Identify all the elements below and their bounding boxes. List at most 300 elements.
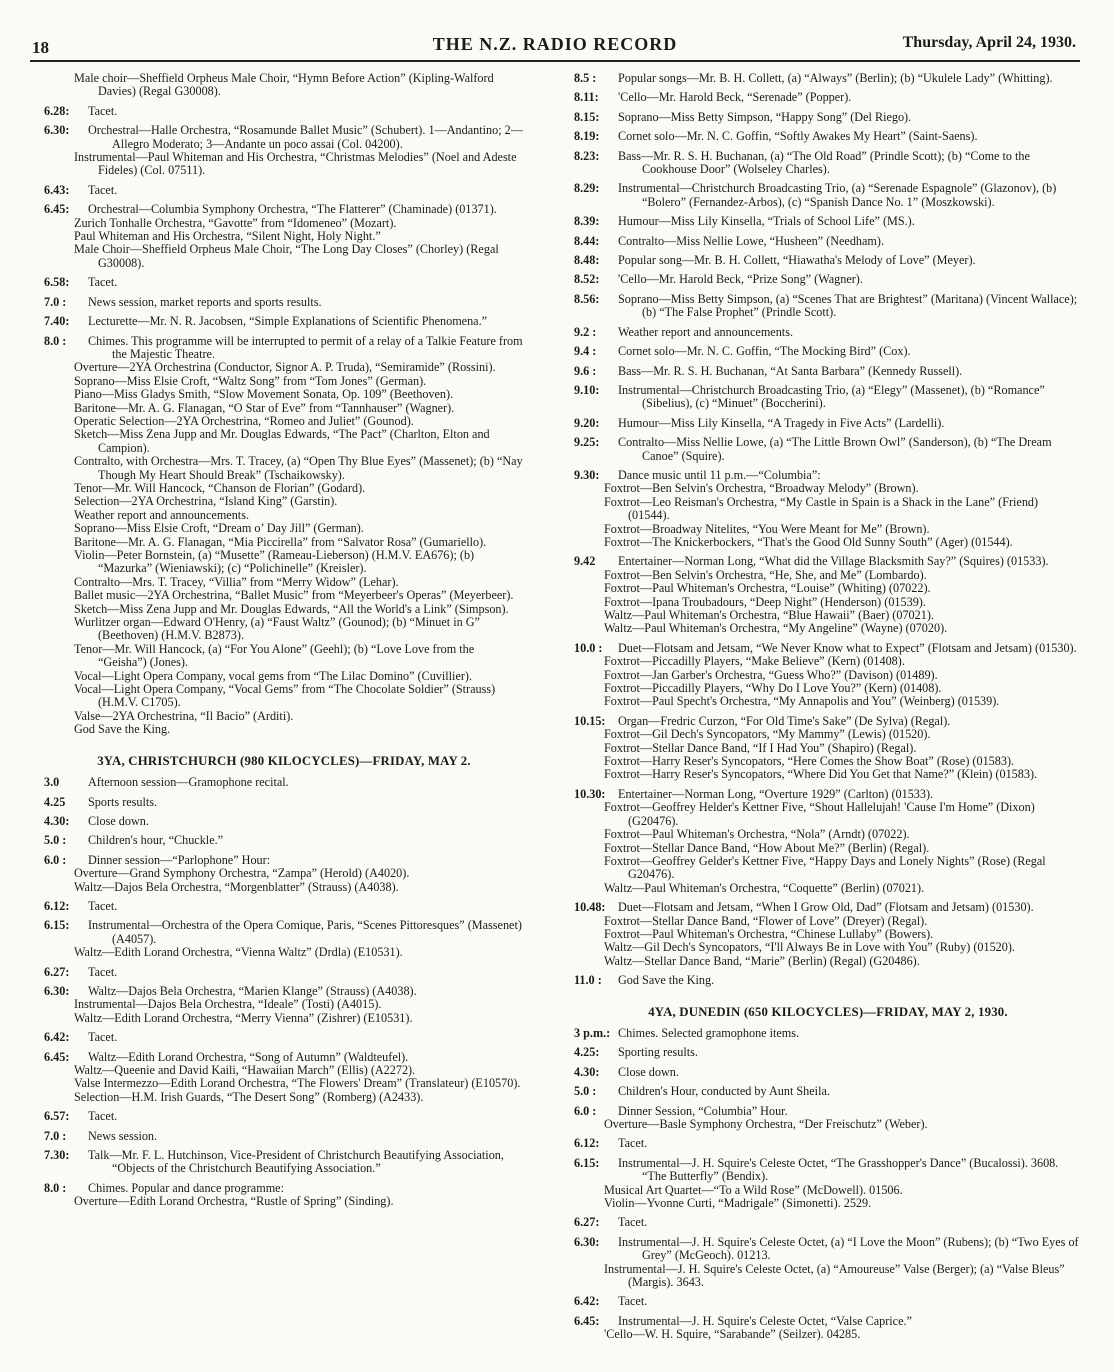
entry-text: Tacet. — [88, 898, 118, 913]
entry-text: Foxtrot—Gil Dech's Syncopators, “My Mammy” (Lewis) (01520). — [604, 727, 931, 742]
entry-text: Weather report and announcements. — [74, 507, 249, 522]
programme-entry — [574, 768, 1082, 781]
programme-entry — [574, 974, 1082, 987]
entry-text: Foxtrot—Paul Specht's Orchestra, “My Annapolis and You” (Weinberg) (01539). — [604, 694, 1000, 709]
entry-time: 8.29: — [574, 181, 600, 196]
programme-entry — [574, 842, 1082, 855]
programme-entry — [574, 801, 1082, 828]
programme-entry — [44, 946, 524, 959]
programme-entry — [574, 215, 1082, 228]
section-heading-3ya: 3YA, CHRISTCHURCH (980 KILOCYCLES)—FRIDAY, MAY 2. — [97, 753, 471, 768]
entry-text: Talk—Mr. F. L. Hutchinson, Vice-President of Christchurch Beautifying Association, “Objects of the Christchurch Beautifying Association.” — [88, 1148, 504, 1176]
entry-time: 6.0 : — [574, 1103, 597, 1118]
entry-text: Foxtrot—Geoffrey Helder's Kettner Five, “Shout Hallelujah! 'Cause I'm Home” (Dixon) (G20476). — [604, 800, 1035, 828]
entry-text: Waltz—Gil Dech's Syncopators, “I'll Always Be in Love with You” (Ruby) (01520). — [604, 940, 1015, 955]
entry-text: Zurich Tonhalle Orchestra, “Gavotte” from “Idomeneo” (Mozart). — [74, 215, 397, 230]
programme-entry — [574, 941, 1082, 954]
programme-entry — [574, 130, 1082, 143]
programme-entry — [44, 151, 524, 178]
programme-entry — [44, 776, 524, 789]
entry-text: 'Cello—Mr. Harold Beck, “Serenade” (Popper). — [618, 90, 852, 105]
entry-time: 8.44: — [574, 233, 600, 248]
programme-entry — [44, 230, 524, 243]
entry-text: Humour—Miss Lily Kinsella, “Trials of School Life” (MS.). — [618, 214, 915, 229]
entry-text: Dinner Session, “Columbia” Hour. — [618, 1103, 788, 1118]
entry-time: 4.30: — [44, 813, 70, 828]
entry-text: Orchestral—Columbia Symphony Orchestra, “The Flatterer” (Chaminade) (01371). — [88, 202, 497, 217]
entry-text: Waltz—Dajos Bela Orchestra, “Morgenblatter” (Strauss) (A4038). — [74, 879, 399, 894]
entry-time: 5.0 : — [44, 833, 67, 848]
programme-entry — [574, 882, 1082, 895]
programme-entry — [574, 788, 1082, 801]
entry-text: 'Cello—W. H. Squire, “Sarabande” (Seilzer). 04285. — [604, 1327, 861, 1342]
entry-time: 8.52: — [574, 272, 600, 287]
entry-time: 9.20: — [574, 415, 600, 430]
entry-text: Soprano—Miss Betty Simpson, “Happy Song” (Del Riego). — [618, 109, 912, 124]
entry-time: 7.40: — [44, 314, 70, 329]
programme-entry — [574, 1216, 1082, 1229]
programme-entry — [574, 955, 1082, 968]
entry-text: Selection—2YA Orchestrina, “Island King” (Garstin). — [74, 494, 338, 509]
entry-text: Instrumental—J. H. Squire's Celeste Octet, “The Grasshopper's Dance” (Bucalossi). 3608. “The Butterfly” (Bendix). — [618, 1155, 1059, 1184]
programme-entry — [44, 589, 524, 602]
entry-text: Instrumental—Paul Whiteman and His Orchestra, “Christmas Melodies” (Noel and Adeste Fideles) (Col. 07511). — [74, 150, 517, 178]
entry-time: 9.2 : — [574, 324, 597, 339]
programme-entry — [574, 596, 1082, 609]
entry-text: Duet—Flotsam and Jetsam, “We Never Know what to Expect” (Flotsam and Jetsam) (01530). — [618, 640, 1077, 655]
entry-text: Weather report and announcements. — [618, 324, 793, 339]
entry-time: 6.42: — [574, 1294, 600, 1309]
page-number: 18 — [32, 38, 49, 57]
right-column — [574, 72, 1082, 1362]
3ya-programme-list — [44, 776, 524, 1209]
programme-entry — [574, 609, 1082, 622]
entry-text: Overture—Basle Symphony Orchestra, “Der Freischutz” (Weber). — [604, 1117, 928, 1131]
entry-text: Contralto—Mrs. T. Tracey, “Villia” from “Merry Widow” (Lehar). — [74, 574, 399, 589]
programme-entry — [44, 1012, 524, 1025]
entry-text: Sporting results. — [618, 1045, 698, 1060]
entry-text: Soprano—Miss Elsie Croft, “Waltz Song” from “Tom Jones” (German). — [74, 373, 427, 388]
entry-time: 6.45: — [574, 1313, 600, 1328]
entry-text: Foxtrot—Ipana Troubadours, “Deep Night” (Henderson) (01539). — [604, 594, 926, 609]
entry-text: Overture—2YA Orchestrina (Conductor, Signor A. P. Truda), “Semiramide” (Rossini). — [74, 360, 496, 375]
entry-text: 'Cello—Mr. Harold Beck, “Prize Song” (Wagner). — [618, 272, 863, 287]
entry-text: Afternoon session—Gramophone recital. — [88, 775, 289, 790]
programme-entry — [44, 415, 524, 428]
entry-time: 6.0 : — [44, 852, 67, 867]
entry-text: Piano—Miss Gladys Smith, “Slow Movement Sonata, Op. 109” (Beethoven). — [74, 387, 454, 402]
programme-entry — [44, 1051, 524, 1064]
entry-time: 6.12: — [44, 898, 70, 913]
programme-entry — [44, 576, 524, 589]
entry-text: Soprano—Miss Betty Simpson, (a) “Scenes That are Brightest” (Maritana) (Vincent Wallace); (b) “The False Prophet” (Prindle Scott). — [618, 291, 1078, 320]
programme-entry — [44, 509, 524, 522]
entry-text: Baritone—Mr. A. G. Flanagan, “Mia Piccirella” from “Salvator Rosa” (Gumariello). — [74, 534, 487, 549]
entry-time: 6.58: — [44, 275, 70, 290]
entry-text: Valse Intermezzo—Edith Lorand Orchestra, “The Flowers' Dream” (Translateur) (E10570). — [74, 1076, 521, 1091]
programme-entry — [574, 682, 1082, 695]
entry-text: Soprano—Miss Elsie Croft, “Dream o’ Day Jill” (German). — [74, 521, 364, 536]
entry-text: Foxtrot—Stellar Dance Band, “Flower of Love” (Dreyer) (Regal). — [604, 913, 928, 928]
entry-text: Foxtrot—Leo Reisman's Orchestra, “My Castle in Spain is a Shack in the Lane” (Friend) (01544). — [604, 494, 1039, 523]
programme-entry — [44, 881, 524, 894]
entry-text: Duet—Flotsam and Jetsam, “When I Grow Old, Dad” (Flotsam and Jetsam) (01530). — [618, 900, 1034, 915]
programme-entry — [574, 523, 1082, 536]
programme-entry — [574, 1295, 1082, 1308]
entry-text: Chimes. This programme will be interrupted to permit of a relay of a Talkie Feature from the Majestic Theatre. — [88, 333, 523, 361]
programme-entry — [574, 915, 1082, 928]
programme-entry — [44, 536, 524, 549]
programme-entry — [44, 428, 524, 455]
entry-text: Instrumental—Christchurch Broadcasting Trio, (a) “Elegy” (Massenet), (b) “Romance” (Sibelius), (c) “Minuet” (Boccherini). — [618, 382, 1045, 411]
entry-time: 7.0 : — [44, 294, 67, 309]
entry-text: News session, market reports and sports results. — [88, 294, 322, 309]
programme-entry — [44, 217, 524, 230]
programme-entry — [44, 683, 524, 710]
entry-text: Foxtrot—Paul Whiteman's Orchestra, “Nola” (Arndt) (07022). — [604, 827, 910, 842]
entry-time: 6.45: — [44, 1049, 70, 1064]
programme-entry — [44, 361, 524, 374]
entry-text: Foxtrot—Harry Reser's Syncopators, “Where Did You Get that Name?” (Klein) (01583). — [604, 767, 1038, 782]
programme-entry — [574, 417, 1082, 430]
entry-text: Foxtrot—Ben Selvin's Orchestra, “Broadway Melody” (Brown). — [604, 481, 919, 496]
programme-entry — [574, 536, 1082, 549]
programme-entry — [44, 723, 524, 736]
programme-entry — [44, 815, 524, 828]
entry-text: Valse—2YA Orchestrina, “Il Bacio” (Arditi). — [74, 708, 294, 723]
entry-time: 8.56: — [574, 291, 600, 306]
entry-text: Male Choir—Sheffield Orpheus Male Choir, “The Long Day Closes” (Chorley) (Regal G30008). — [74, 242, 499, 270]
left-programme-list — [44, 72, 524, 737]
entry-time: 6.30: — [44, 983, 70, 998]
entry-text: Tenor—Mr. Will Hancock, “Chanson de Florian” (Godard). — [74, 480, 366, 495]
entry-time: 6.27: — [574, 1215, 600, 1230]
entry-text: Selection—H.M. Irish Guards, “The Desert Song” (Romberg) (A2433). — [74, 1089, 424, 1104]
programme-entry — [44, 105, 524, 118]
entry-text: Cornet solo—Mr. N. C. Goffin, “The Mocking Bird” (Cox). — [618, 344, 911, 359]
entry-text: Tacet. — [88, 275, 118, 290]
entry-text: Foxtrot—Jan Garber's Orchestra, “Guess Who?” (Davison) (01489). — [604, 667, 938, 682]
programme-entry — [574, 384, 1082, 411]
entry-text: Tacet. — [88, 1030, 118, 1045]
programme-entry — [574, 828, 1082, 841]
programme-entry — [574, 1157, 1082, 1184]
entry-text: Bass—Mr. R. S. H. Buchanan, “At Santa Barbara” (Kennedy Russell). — [618, 363, 963, 378]
programme-entry — [574, 235, 1082, 248]
entry-text: Tacet. — [618, 1215, 648, 1230]
entry-time: 6.12: — [574, 1136, 600, 1151]
programme-entry — [574, 482, 1082, 495]
entry-time: 9.4 : — [574, 344, 597, 359]
entry-text: Tacet. — [88, 182, 118, 197]
programme-entry — [574, 715, 1082, 728]
programme-entry — [44, 670, 524, 683]
entry-time: 8.0 : — [44, 333, 67, 348]
entry-time: 6.57: — [44, 1109, 70, 1124]
programme-entry — [574, 1315, 1082, 1328]
entry-text: Dinner session—“Parlophone” Hour: — [88, 852, 271, 867]
entry-time: 8.23: — [574, 148, 600, 163]
entry-text: Paul Whiteman and His Orchestra, “Silent Night, Holy Night.” — [74, 229, 381, 244]
entry-text: Sketch—Miss Zena Jupp and Mr. Douglas Edwards, “All the World's a Link” (Simpson). — [74, 601, 509, 616]
entry-text: Chimes. Selected gramophone items. — [618, 1025, 800, 1040]
programme-entry — [44, 335, 524, 362]
entry-text: Foxtrot—Stellar Dance Band, “If I Had You” (Shapiro) (Regal). — [604, 740, 917, 755]
programme-entry — [574, 1263, 1082, 1290]
entry-text: Chimes. Popular and dance programme: — [88, 1180, 284, 1195]
programme-entry — [574, 1085, 1082, 1098]
programme-entry — [574, 273, 1082, 286]
entry-time: 4.30: — [574, 1064, 600, 1079]
entry-time: 5.0 : — [574, 1084, 597, 1099]
programme-entry — [574, 901, 1082, 914]
programme-entry — [44, 919, 524, 946]
entry-text: Entertainer—Norman Long, “What did the Village Blacksmith Say?” (Squires) (01533). — [618, 554, 1049, 569]
entry-text: Instrumental—Dajos Bela Orchestra, “Ideale” (Tosti) (A4015). — [74, 997, 382, 1012]
entry-time: 6.42: — [44, 1030, 70, 1045]
4ya-programme-list — [574, 1027, 1082, 1342]
entry-text: Waltz—Queenie and David Kaili, “Hawaiian March” (Ellis) (A2272). — [74, 1063, 416, 1077]
entry-text: Vocal—Light Opera Company, vocal gems from “The Lilac Domino” (Cuvillier). — [74, 668, 473, 683]
entry-text: Children's hour, “Chuckle.” — [88, 833, 224, 848]
programme-entry — [574, 1236, 1082, 1263]
programme-entry — [574, 469, 1082, 482]
entry-text: Instrumental—Christchurch Broadcasting Trio, (a) “Serenade Espagnole” (Glazonov), (b) “Bolero” (Fernandez-Arbos), (c) “Spanish Dance No. 1” (Moszkowski). — [618, 181, 1057, 209]
entry-text: God Save the King. — [618, 973, 715, 988]
programme-entry — [44, 867, 524, 880]
entry-time: 6.45: — [44, 202, 70, 217]
entry-text: Waltz—Edith Lorand Orchestra, “Merry Vienna” (Zishrer) (E10531). — [74, 1010, 413, 1025]
programme-entry — [44, 900, 524, 913]
entry-text: News session. — [88, 1128, 158, 1143]
entry-text: Violin—Yvonne Curti, “Madrigale” (Simonetti). 2529. — [604, 1196, 872, 1211]
entry-text: Instrumental—J. H. Squire's Celeste Octet, “Valse Caprice.” — [618, 1313, 912, 1328]
entry-time: 6.30: — [574, 1234, 600, 1249]
entry-text: Waltz—Paul Whiteman's Orchestra, “My Angeline” (Wayne) (07020). — [604, 621, 948, 636]
page-header — [30, 32, 1080, 62]
programme-entry — [44, 966, 524, 979]
entry-time: 8.48: — [574, 253, 600, 268]
entry-text: Operatic Selection—2YA Orchestrina, “Romeo and Juliet” (Gounod). — [74, 413, 414, 428]
entry-text: Waltz—Dajos Bela Orchestra, “Marien Klange” (Strauss) (A4038). — [88, 983, 417, 998]
programme-entry — [44, 710, 524, 723]
programme-entry — [44, 1091, 524, 1104]
entry-text: Foxtrot—Broadway Nitelites, “You Were Meant for Me” (Brown). — [604, 521, 930, 536]
programme-entry — [574, 555, 1082, 568]
entry-time: 7.30: — [44, 1148, 70, 1163]
entry-text: Instrumental—Orchestra of the Opera Comique, Paris, “Scenes Pittoresques” (Massenet) (A4057). — [88, 918, 522, 946]
entry-text: Male choir—Sheffield Orpheus Male Choir, “Hymn Before Action” (Kipling-Walford Davies) (Regal G30008). — [74, 72, 494, 99]
entry-time: 9.25: — [574, 435, 600, 450]
entry-time: 8.39: — [574, 214, 600, 229]
entry-text: Instrumental—J. H. Squire's Celeste Octet, (a) “I Love the Moon” (Rubens); (b) “Two Eyes of Grey” (McGeoch). 01213. — [618, 1234, 1079, 1263]
programme-entry — [574, 326, 1082, 339]
entry-time: 10.30: — [574, 786, 606, 801]
programme-entry — [44, 388, 524, 401]
entry-text: Foxtrot—Harry Reser's Syncopators, “Here Comes the Show Boat” (Rose) (01583). — [604, 754, 1015, 769]
entry-text: Orchestral—Halle Orchestra, “Rosamunde Ballet Music” (Schubert). 1—Andantino; 2—Allegro Moderato; 3—Andante un poco assai (Col. 04200). — [88, 123, 523, 151]
entry-text: Popular songs—Mr. B. H. Collett, (a) “Always” (Berlin); (b) “Ukulele Lady” (Whitting). — [618, 72, 1053, 85]
programme-entry — [44, 482, 524, 495]
programme-entry — [574, 569, 1082, 582]
entry-text: Overture—Grand Symphony Orchestra, “Zampa” (Herold) (A4020). — [74, 866, 410, 881]
entry-text: Musical Art Quartet—“To a Wild Rose” (McDowell). 01506. — [604, 1182, 903, 1197]
entry-text: Foxtrot—Paul Whiteman's Orchestra, “Louise” (Whiting) (07022). — [604, 581, 931, 596]
entry-text: Close down. — [88, 813, 149, 828]
programme-entry — [44, 243, 524, 270]
programme-entry — [44, 375, 524, 388]
entry-time: 9.42 — [574, 554, 596, 569]
entry-text: Foxtrot—Geoffrey Gelder's Kettner Five, “Happy Days and Lonely Nights” (Rose) (Regal G20476). — [604, 853, 1046, 882]
right-programme-list — [574, 72, 1082, 988]
programme-entry — [574, 345, 1082, 358]
entry-text: Foxtrot—Piccadilly Players, “Make Believe” (Kern) (01408). — [604, 654, 905, 669]
programme-entry — [44, 276, 524, 289]
programme-entry — [574, 582, 1082, 595]
entry-text: Foxtrot—Stellar Dance Band, “How About Me?” (Berlin) (Regal). — [604, 840, 930, 855]
entry-time: 10.48: — [574, 900, 606, 915]
programme-entry — [574, 72, 1082, 85]
programme-entry — [44, 643, 524, 670]
entry-time: 9.30: — [574, 467, 600, 482]
entry-text: Tacet. — [618, 1136, 648, 1151]
programme-entry — [574, 1184, 1082, 1197]
entry-time: 6.27: — [44, 964, 70, 979]
programme-entry — [574, 622, 1082, 635]
entry-text: Bass—Mr. R. S. H. Buchanan, (a) “The Old Road” (Prindle Scott); (b) “Come to the Cookhouse Door” (Wolseley Charles). — [618, 148, 1030, 177]
entry-text: Wurlitzer organ—Edward O'Henry, (a) “Faust Waltz” (Gounod); (b) “Minuet in G” (Beethoven) (H.M.V. B2873). — [74, 615, 480, 643]
programme-entry — [44, 495, 524, 508]
programme-entry — [44, 603, 524, 616]
programme-entry — [574, 1027, 1082, 1040]
entry-text: Dance music until 11 p.m.—“Columbia”: — [618, 467, 821, 482]
programme-entry — [44, 522, 524, 535]
programme-entry — [44, 998, 524, 1011]
programme-entry — [44, 315, 524, 328]
entry-text: Sports results. — [88, 794, 158, 809]
entry-time: 8.11: — [574, 90, 599, 105]
programme-entry — [574, 669, 1082, 682]
programme-entry — [44, 1110, 524, 1123]
entry-text: Organ—Fredric Curzon, “For Old Time's Sake” (De Sylva) (Regal). — [618, 713, 951, 728]
programme-entry — [574, 1118, 1082, 1131]
entry-text: Waltz—Paul Whiteman's Orchestra, “Coquette” (Berlin) (07021). — [604, 880, 925, 895]
programme-entry — [574, 1105, 1082, 1118]
programme-entry — [574, 365, 1082, 378]
programme-entry — [574, 755, 1082, 768]
programme-entry — [44, 124, 524, 151]
entry-time: 8.15: — [574, 109, 600, 124]
entry-time: 9.10: — [574, 382, 600, 397]
programme-entry — [574, 293, 1082, 320]
programme-entry — [44, 296, 524, 309]
programme-entry — [44, 985, 524, 998]
entry-time: 6.43: — [44, 182, 70, 197]
programme-entry — [574, 855, 1082, 882]
programme-entry — [44, 455, 524, 482]
entry-text: Sketch—Miss Zena Jupp and Mr. Douglas Edwards, “The Pact” (Charlton, Elton and Campion). — [74, 427, 490, 455]
programme-entry — [574, 695, 1082, 708]
entry-text: Foxtrot—The Knickerbockers, “That's the Good Old Sunny South” (Ager) (01544). — [604, 534, 1013, 549]
entry-text: Overture—Edith Lorand Orchestra, “Rustle of Spring” (Sinding). — [74, 1194, 394, 1209]
programme-entry — [574, 150, 1082, 177]
programme-entry — [574, 254, 1082, 267]
left-column — [44, 72, 524, 1362]
entry-text: Tacet. — [618, 1294, 648, 1309]
programme-entry — [44, 616, 524, 643]
entry-time: 8.0 : — [44, 1180, 67, 1195]
entry-text: Contralto—Miss Nellie Lowe, (a) “The Little Brown Owl” (Sanderson), (b) “The Dream Canoe” (Squire). — [618, 435, 1052, 463]
programme-entry — [574, 1066, 1082, 1079]
programme-entry — [574, 928, 1082, 941]
programme-entry — [44, 72, 524, 99]
programme-entry — [44, 834, 524, 847]
programme-entry — [574, 642, 1082, 655]
programme-entry — [574, 1197, 1082, 1210]
entry-text: Vocal—Light Opera Company, “Vocal Gems” from “The Chocolate Soldier” (Strauss) (H.M.V. C1705). — [74, 682, 496, 710]
programme-entry — [44, 184, 524, 197]
entry-text: Tacet. — [88, 1109, 118, 1124]
entry-text: Waltz—Edith Lorand Orchestra, “Song of Autumn” (Waldteufel). — [88, 1049, 409, 1064]
section-heading-4ya: 4YA, DUNEDIN (650 KILOCYCLES)—FRIDAY, MAY 2, 1930. — [648, 1004, 1008, 1019]
entry-time: 10.15: — [574, 713, 606, 728]
entry-text: Cornet solo—Mr. N. C. Goffin, “Softly Awakes My Heart” (Saint-Saens). — [618, 129, 978, 144]
entry-text: Foxtrot—Paul Whiteman's Orchestra, “Chinese Lullaby” (Bowers). — [604, 926, 934, 941]
entry-text: Baritone—Mr. A. G. Flanagan, “O Star of Eve” from “Tannhauser” (Wagner). — [74, 400, 455, 415]
entry-text: Contralto, with Orchestra—Mrs. T. Tracey, (a) “Open Thy Blue Eyes” (Massenet); (b) “Nay Though My Heart Should Break” (Tschaikowsky). — [74, 454, 523, 482]
programme-entry — [574, 742, 1082, 755]
entry-text: Entertainer—Norman Long, “Overture 1929” (Carlton) (01533). — [618, 786, 934, 801]
programme-entry — [44, 203, 524, 216]
entry-text: Waltz—Paul Whiteman's Orchestra, “Blue Hawaii” (Baer) (07021). — [604, 608, 934, 622]
programme-entry — [574, 182, 1082, 209]
entry-text: Violin—Peter Bornstein, (a) “Musette” (Rameau-Lieberson) (H.M.V. EA676); (b) “Mazurka” (Wieniawski); (c) “Polichinelle” (Kreisler). — [74, 548, 475, 576]
programme-entry — [574, 655, 1082, 668]
entry-text: Ballet music—2YA Orchestrina, “Ballet Music” from “Meyerbeer's Operas” (Meyerbeer). — [74, 588, 514, 603]
entry-time: 10.0 : — [574, 640, 603, 655]
programme-entry — [44, 854, 524, 867]
entry-time: 4.25 — [44, 794, 66, 809]
entry-time: 3 p.m.: — [574, 1025, 611, 1040]
entry-text: Tacet. — [88, 103, 118, 118]
entry-time: 6.30: — [44, 123, 70, 138]
programme-entry — [574, 436, 1082, 463]
programme-entry — [44, 1077, 524, 1090]
entry-time: 9.6 : — [574, 363, 597, 378]
programme-entry — [44, 1064, 524, 1077]
entry-time: 6.15: — [44, 918, 70, 933]
entry-text: Foxtrot—Piccadilly Players, “Why Do I Love You?” (Kern) (01408). — [604, 681, 942, 696]
entry-time: 11.0 : — [574, 973, 602, 988]
entry-time: 8.19: — [574, 129, 600, 144]
publication-title: THE N.Z. RADIO RECORD — [432, 34, 678, 54]
issue-date: Thursday, April 24, 1930. — [902, 34, 1076, 51]
entry-time: 7.0 : — [44, 1128, 67, 1143]
programme-entry — [44, 1149, 524, 1176]
entry-text: Children's Hour, conducted by Aunt Sheila. — [618, 1084, 830, 1099]
programme-entry — [574, 91, 1082, 104]
programme-entry — [574, 111, 1082, 124]
programme-entry — [44, 549, 524, 576]
entry-text: God Save the King. — [74, 722, 171, 737]
entry-time: 4.25: — [574, 1045, 600, 1060]
entry-text: Foxtrot—Ben Selvin's Orchestra, “He, She, and Me” (Lombardo). — [604, 567, 927, 582]
entry-time: 6.28: — [44, 103, 70, 118]
programme-entry — [574, 1137, 1082, 1150]
programme-entry — [44, 402, 524, 415]
entry-text: Close down. — [618, 1064, 679, 1079]
entry-time: 3.0 — [44, 775, 60, 790]
